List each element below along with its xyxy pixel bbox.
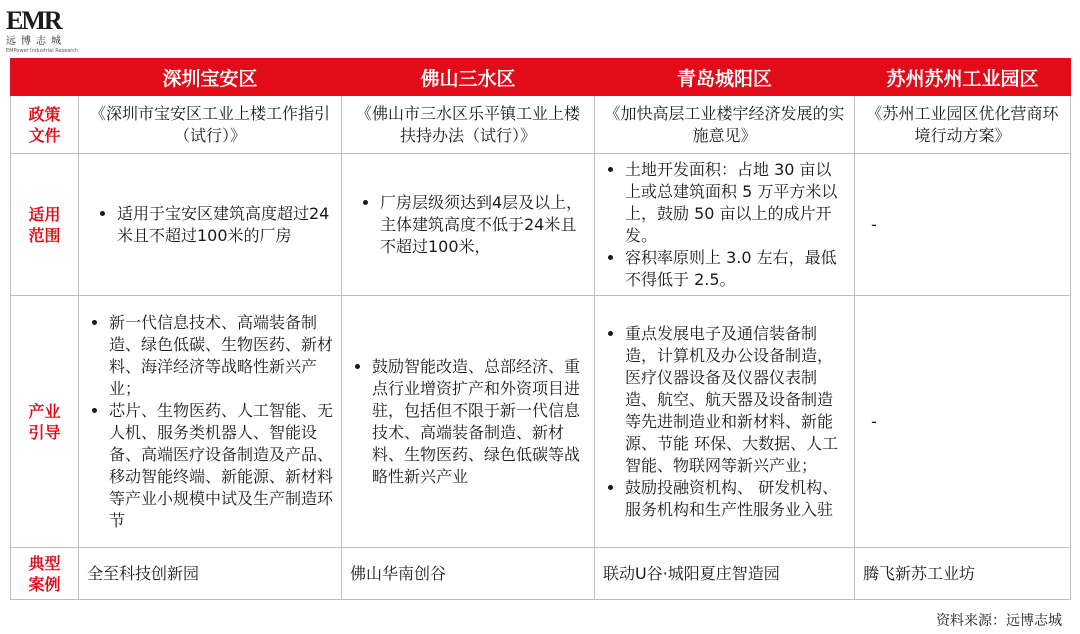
table-row [11, 96, 1071, 154]
table-cell [342, 154, 595, 296]
table-cell [342, 296, 595, 548]
logo-english-name: EMPower Industrial Research [6, 48, 79, 54]
table-cell: 《加快高层工业楼宇经济发展的实施意见》 [595, 96, 855, 154]
column-header: 深圳宝安区 [79, 59, 342, 96]
table-cell: 全至科技创新园 [79, 548, 342, 600]
table-cell: 《苏州工业园区优化营商环境行动方案》 [855, 96, 1071, 154]
table-header-row [11, 59, 1071, 96]
table-row [11, 548, 1071, 600]
source-note: 资料来源：远博志城 [936, 613, 1062, 629]
emr-logo [6, 6, 79, 58]
table-cell: 联动U谷·城阳夏庄智造园 [595, 548, 855, 600]
list-item: • 新一代信息技术、高端装备制造、绿色低碳、生物医药、新材料、海洋经济等战略性新兴产业； [109, 312, 333, 400]
list-item: • 土地开发面积：占地 30 亩以上或总建筑面积 5 万平方米以上，鼓励 50 亩以上的成片开发。 [625, 159, 846, 247]
list-item: • 适用于宝安区建筑高度超过24米且不超过100米的厂房 [117, 203, 333, 247]
row-label: 产业 引导 [11, 296, 79, 548]
table-cell: 《佛山市三水区乐平镇工业上楼扶持办法（试行）》 [342, 96, 595, 154]
header-corner [11, 59, 79, 96]
logo-chinese-name: 远博志城 [6, 36, 66, 47]
list-item: • 容积率原则上 3.0 左右，最低不得低于 2.5。 [625, 247, 846, 291]
table-cell: 腾飞新苏工业坊 [855, 548, 1071, 600]
row-label: 政策 文件 [11, 96, 79, 154]
column-header: 佛山三水区 [342, 59, 595, 96]
table-cell: - [855, 296, 1071, 548]
list-item: • 芯片、生物医药、人工智能、无人机、服务类机器人、智能设备、高端医疗设备制造及产品、移动智能终端、新能源、新材料等产业小规模中试及生产制造环节 [109, 400, 333, 532]
table-row [11, 154, 1071, 296]
policy-comparison-table [10, 58, 1071, 600]
list-item: • 厂房层级须达到4层及以上，主体建筑高度不低于24米且不超过100米， [380, 192, 586, 258]
table-cell: 佛山华南创谷 [342, 548, 595, 600]
table-cell [79, 154, 342, 296]
logo-mark: EMR [6, 6, 61, 35]
column-header: 苏州苏州工业园区 [855, 59, 1071, 96]
list-item: • 鼓励投融资机构、 研发机构、服务机构和生产性服务业入驻 [625, 477, 846, 521]
table-cell: 《深圳市宝安区工业上楼工作指引（试行）》 [79, 96, 342, 154]
table-cell [79, 296, 342, 548]
table-row [11, 296, 1071, 548]
table-cell [595, 154, 855, 296]
column-header: 青岛城阳区 [595, 59, 855, 96]
list-item: • 重点发展电子及通信装备制造，计算机及办公设备制造，医疗仪器设备及仪器仪表制造、航空、航天器及设备制造等先进制造业和新材料、新能源、节能 环保、大数据、人工智能、物联网等新兴产业； [625, 323, 846, 477]
row-label: 适用 范围 [11, 154, 79, 296]
list-item: • 鼓励智能改造、总部经济、重点行业增资扩产和外资项目进驻，包括但不限于新一代信息技术、高端装备制造、新材料、生物医药、绿色低碳等战略性新兴产业 [372, 356, 586, 488]
table-cell: - [855, 154, 1071, 296]
row-label: 典型 案例 [11, 548, 79, 600]
table-cell [595, 296, 855, 548]
